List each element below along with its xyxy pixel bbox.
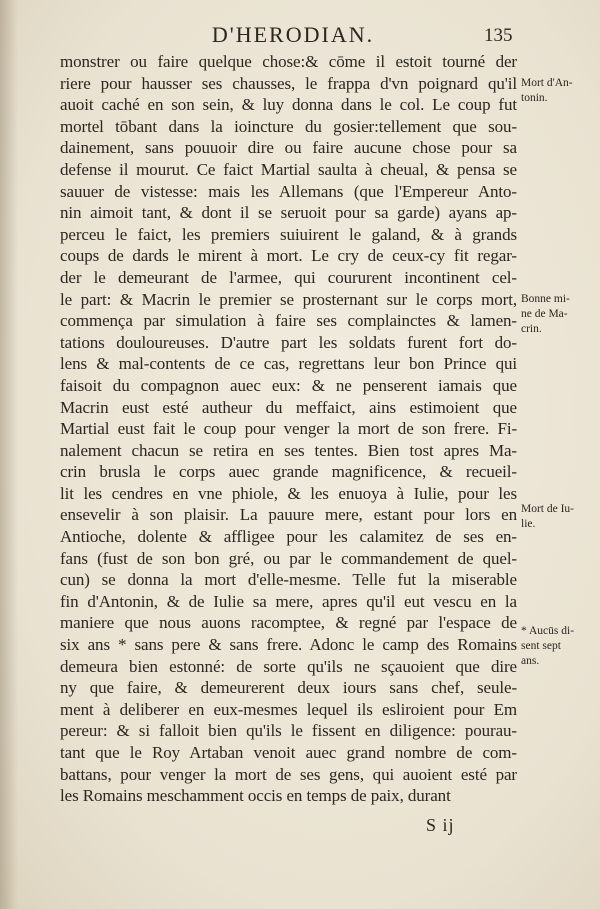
text-line: coups de dards le mirent à mort. Le cry de ceux-cy fit regar- [60,246,517,266]
margin-note-line: lie. [521,518,536,530]
text-line: lens & mal-contents de ce cas, regrettans leur bon Prince qui [60,354,517,374]
text-line: Antioche, dolente & affligee pour les calamitez de ses en- [60,527,517,547]
margin-note-line: ans. [521,655,540,667]
margin-note-line: crin. [521,323,542,335]
margin-note-aucuns-disent [521,624,597,669]
margin-note-line: Mort de Iu- [521,503,575,515]
gutter-shadow [0,0,18,909]
margin-note-line: ne de Ma- [521,308,568,320]
text-line: faisoit du compagnon auec eux: & ne penserent iamais que [60,375,517,395]
margin-note-mort-antonin [521,76,597,106]
margin-note-line: tonin. [521,92,548,104]
text-line: pereur: & si falloit bien qu'ils le fissent en diligence: pourau- [60,721,517,741]
text-line: mortel tōbant dans la ioincture du gosier:tellement que sou- [60,116,517,136]
margin-note-bonne-mine-macrin [521,292,597,337]
text-line: six ans * sans pere & sans frere. Adonc le camp des Romains [60,635,517,655]
text-line: auoit caché en son sein, & luy donna dans le col. Le coup fut [60,95,517,115]
body-text [60,51,517,807]
margin-note-line: sent sept [521,640,561,652]
text-line: dainement, sans pouuoir dire ou faire aucune chose pour sa [60,138,517,158]
running-head [0,20,600,50]
text-line: lit les cendres en vne phiole, & les enuoya à Iulie, pour les [60,483,517,503]
text-line: ensevelir à son plaisir. La pauure mere, estant pour lors en [60,505,517,525]
text-line: cun) se donna la mort d'elle-mesme. Telle fut la miserable [60,570,517,590]
text-line: tant que le Roy Artaban venoit auec grand nombre de com- [60,743,517,762]
text-line: nalement chacun se retira en ses tentes. Bien tost apres Ma- [60,440,517,460]
text-line: fans (fust de son bon gré, ou par le commandement de quel- [60,548,517,568]
margin-note-line: Bonne mi- [521,293,570,305]
margin-note-line: * Aucūs di- [521,625,575,637]
text-line: Martial eust fait le coup pour venger la mort de son frere. Fi- [60,419,517,439]
text-line: sauuer de vistesse: mais les Allemans (que l'Empereur Anto- [60,181,517,201]
margin-note-mort-iulie [521,502,597,532]
text-line: crin brusla le corps auec grande magnificence, & recueil- [60,462,517,482]
text-line: Macrin eust esté autheur du meffaict, ains estimoient que [60,397,517,417]
signature-mark: S ij [426,815,455,835]
text-line: les Romains meschamment occis en temps de paix, durant [60,786,451,806]
text-line: demeura bien estonné: de sorte qu'ils ne sçauoient que dire [60,656,517,676]
running-title: D'HERODIAN. [211,22,375,47]
text-line: der le demeurant de l'armee, qui coururent incontinent cel- [60,267,517,287]
text-line: perceu le faict, les premiers suiuirent le galand, & à grands [60,224,517,244]
text-line: nin aimoit tant, & dont il se seruoit pour sa garde) ayans ap- [60,203,517,223]
text-line: tations douloureuses. D'autre part les soldats furent fort do- [60,332,517,352]
text-line: monstrer ou faire quelque chose:& cōme il estoit tourné der [60,52,517,71]
text-line: ny que faire, & demeurerent deux iours sans chef, seule- [60,678,517,698]
text-line: commença par simulation à faire ses complainctes & lamen- [60,311,517,331]
text-line: le part: & Macrin le premier se prosternant sur le corps mort, [60,289,517,309]
text-line: battans, pour venger la mort de ses gens, qui auoient esté par [60,764,517,784]
text-line: ment à deliberer en eux-mesmes lequel ils esliroient pour Em [60,699,517,719]
margin-note-line: Mort d'An- [521,77,573,89]
text-line: maniere que nous auons racomptee, & regné par l'espace de [60,613,517,633]
text-line: fin d'Antonin, & de Iulie sa mere, apres qu'il eut vescu en la [60,591,517,611]
page-number: 135 [484,25,513,46]
text-line: defense il mourut. Ce faict Martial saulta à cheual, & pensa se [60,159,517,179]
text-line: riere pour hausser ses chausses, le frappa d'vn poignard qu'il [60,73,517,93]
